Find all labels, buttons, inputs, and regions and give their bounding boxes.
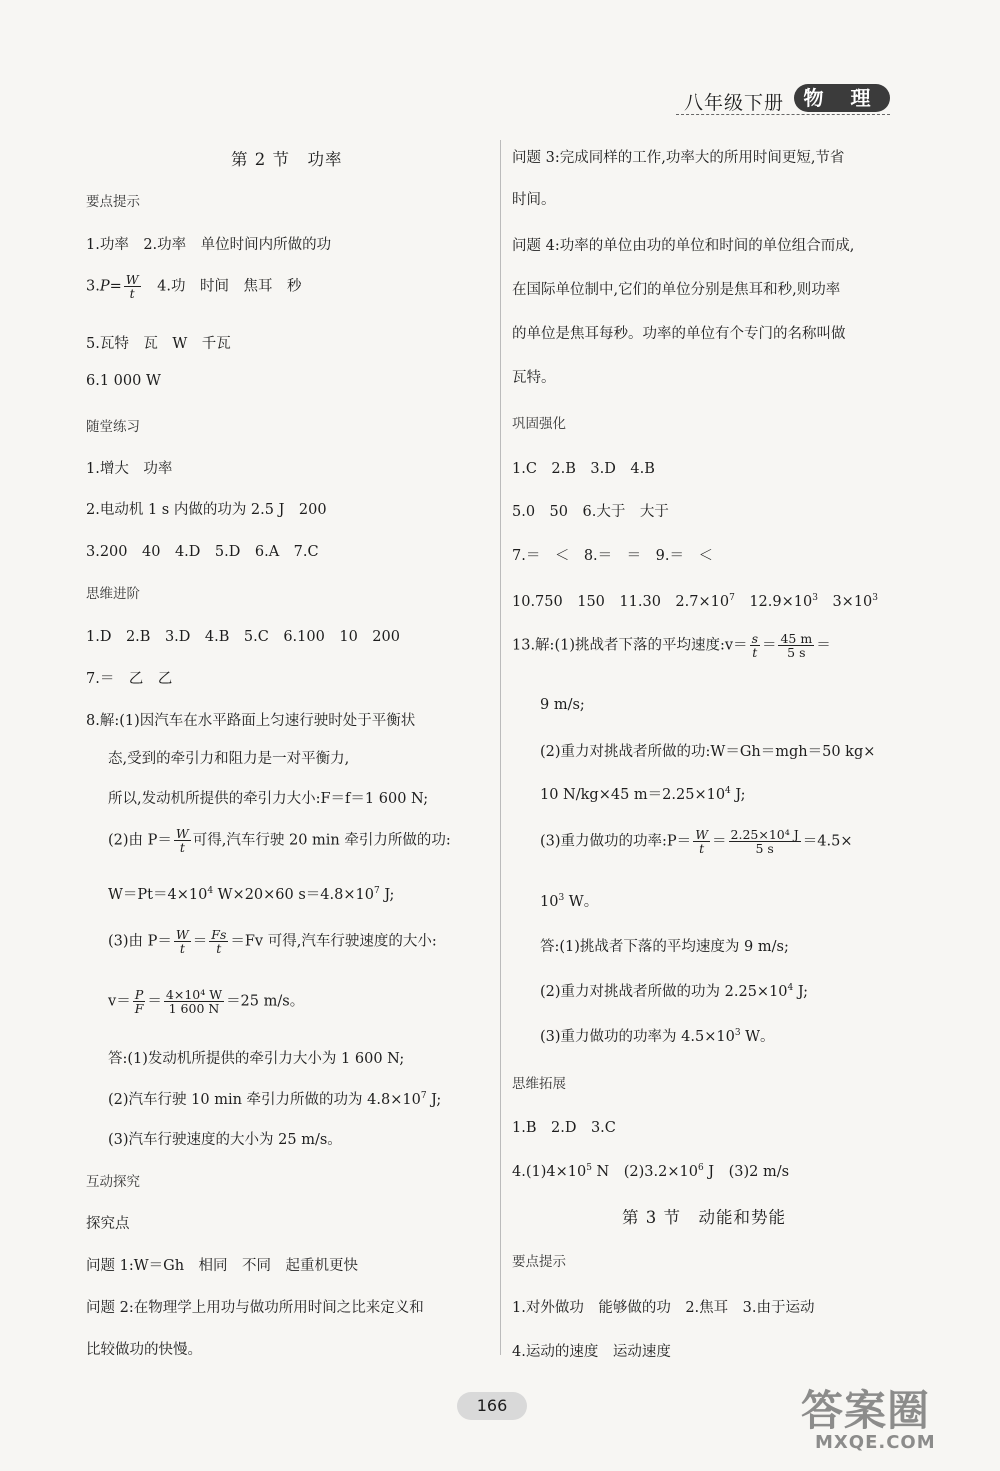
section-heading: 思维拓展 <box>512 1076 566 1092</box>
answer-line: $W=Pt=4\times 10^4$ W×20×60 $s=4.8\times 10^7$ J; <box>108 886 395 903</box>
section-heading: 要点提示 <box>512 1254 566 1270</box>
answer-line: 6.1 000 W <box>86 373 161 389</box>
answer-line: 1.对外做功 能够做的功 2.焦耳 3.由于运动 <box>512 1300 815 1316</box>
answer-line: 1.D 2.B 3.D 4.B 5.C 6.100 10 200 <box>86 629 400 645</box>
section-heading: 互动探究 <box>86 1174 140 1190</box>
header-underline <box>676 114 890 115</box>
answer-line: 的单位是焦耳每秒。功率的单位有个专门的名称叫做 <box>512 326 846 342</box>
answer-line: 1.B 2.D 3.C <box>512 1120 616 1136</box>
subject-badge: 物 理 <box>794 84 890 112</box>
grade-label: 八年级下册 <box>684 92 785 114</box>
answer-line: 10.750 150 11.30 $2.7\times 10^7$ $12.9\times 10^3$ $3\times 10^3$ <box>512 593 879 610</box>
answer-line: 7.＝ ＜ 8.＝ ＝ 9.＝ ＜ <box>512 548 714 564</box>
answer-line: 时间。 <box>512 192 556 208</box>
answer-line: (2)由 P＝ $\frac{W}{t}$ 可得,汽车行驶 20 min 牵引力所做的功: <box>108 826 451 856</box>
answer-line: 比较做功的快慢。 <box>86 1342 202 1358</box>
page-header <box>676 84 896 118</box>
page-number: 166 <box>457 1392 527 1420</box>
answer-line: (3)重力做功的功率:P＝ $\frac{W}{t}$ ＝ $\frac{\text{2.25×10⁴ J}}{5 s}$ ＝4.5× <box>540 827 853 857</box>
answer-line: $4.(1)4\times 10^5$ N $(2)3.2\times 10^6$ J (3)2 m/s <box>512 1163 790 1180</box>
watermark-url: MXQE.COM <box>815 1432 936 1453</box>
answer-line: 在国际单位制中,它们的单位分别是焦耳和秒,则功率 <box>512 282 841 298</box>
section-heading: 思维进阶 <box>86 586 140 602</box>
answer-line: 1.增大 功率 <box>86 461 173 477</box>
answer-line: (3)汽车行驶速度的大小为 25 m/s。 <box>108 1132 342 1148</box>
answer-line: (3)由 P＝ $\frac{W}{t}$ ＝ $\frac{Fs}{t}$ ＝Fv 可得,汽车行驶速度的大小: <box>108 927 437 957</box>
answer-line: 5.0 50 6.大于 大于 <box>512 504 669 520</box>
answer-line: 态,受到的牵引力和阻力是一对平衡力, <box>108 751 350 767</box>
answer-line: 问题 4:功率的单位由功的单位和时间的单位组合而成, <box>512 238 855 254</box>
answer-line: 3.200 40 4.D 5.D 6.A 7.C <box>86 544 319 560</box>
answer-line: 8.解:(1)因汽车在水平路面上匀速行驶时处于平衡状 <box>86 713 416 729</box>
answer-line: (2)重力对挑战者所做的功:W＝Gh＝mgh＝50 kg× <box>540 744 876 760</box>
answer-line: 问题 1:W＝Gh 相同 不同 起重机更快 <box>86 1258 359 1274</box>
answer-line: 1.C 2.B 3.D 4.B <box>512 461 655 477</box>
answer-line: 4.运动的速度 运动速度 <box>512 1344 671 1360</box>
section-heading: 随堂练习 <box>86 419 140 435</box>
watermark-logo <box>795 1378 985 1458</box>
watermark-text: 答案圈 <box>801 1386 931 1435</box>
answer-line: (2)汽车行驶 10 min 牵引力所做的功为 $4.8\times 10^7$ J; <box>108 1091 442 1108</box>
answer-line: $10^3$ W。 <box>540 893 599 910</box>
answer-line: 2.电动机 1 s 内做的功为 2.5 J 200 <box>86 502 327 518</box>
answer-line: 1.功率 2.功率 单位时间内所做的功 <box>86 237 332 253</box>
answer-line: 7.＝ 乙 乙 <box>86 671 173 687</box>
answer-line: 5.瓦特 瓦 W 千瓦 <box>86 336 231 352</box>
answer-line: 瓦特。 <box>512 370 556 386</box>
column-divider <box>500 140 501 1355</box>
answer-line: 答:(1)发动机所提供的牵引力大小为 1 600 N; <box>108 1051 405 1067</box>
answer-line: 9 m/s; <box>540 697 585 713</box>
answer-line: 答:(1)挑战者下落的平均速度为 9 m/s; <box>540 939 789 955</box>
answer-line: (2)重力对挑战者所做的功为 $2.25\times 10^4$ J; <box>540 983 809 1000</box>
answer-line: 问题 2:在物理学上用功与做功所用时间之比来定义和 <box>86 1300 424 1316</box>
answer-line: 13.解:(1)挑战者下落的平均速度:v＝ $\frac{s}{t}$ ＝ $\frac{45 m}{5 s}$ ＝ <box>512 631 831 661</box>
answer-line: 问题 3:完成同样的工作,功率大的所用时间更短,节省 <box>512 150 845 166</box>
answer-line: 探究点 <box>86 1216 130 1232</box>
section-heading: 要点提示 <box>86 194 140 210</box>
answer-line: (3)重力做功的功率为 $4.5\times 10^3$ W。 <box>540 1028 775 1045</box>
answer-line: 10 N/kg×45 $m=2.25\times 10^4$ J; <box>540 786 746 803</box>
section-title: 第 3 节 动能和势能 <box>622 1208 786 1227</box>
section-heading: 巩固强化 <box>512 416 566 432</box>
section-title: 第 2 节 功率 <box>231 150 343 169</box>
answer-line: 3.P= $\frac{W}{t}$ 4.功 时间 焦耳 秒 <box>86 272 302 302</box>
answer-line: 所以,发动机所提供的牵引力大小:F＝f＝1 600 N; <box>108 791 429 807</box>
answer-line: v＝ $\frac{P}{F}$ ＝ $\frac{\text{4×10⁴ W}}{1 600 N}$ ＝25 m/s。 <box>108 987 305 1017</box>
